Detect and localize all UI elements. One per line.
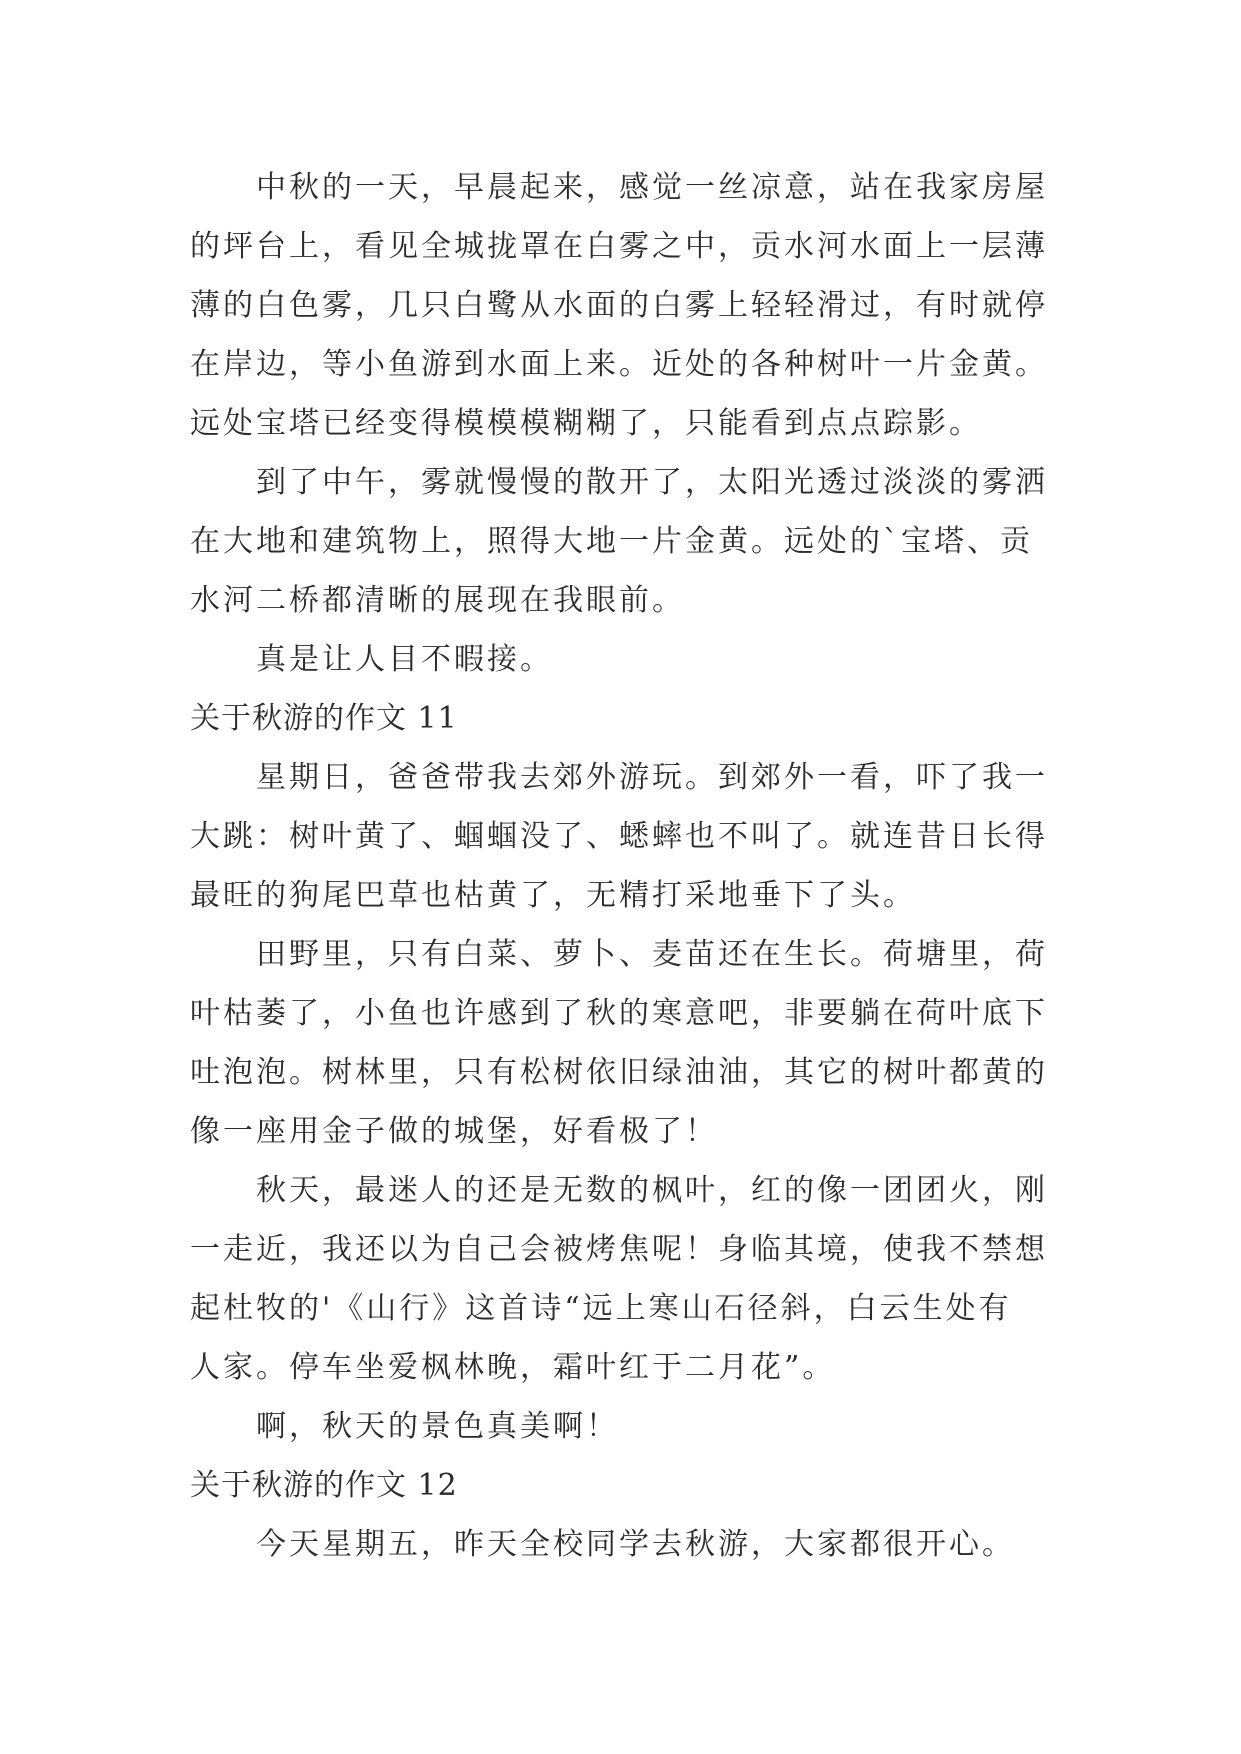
paragraph-line: 人家。停车坐爱枫林晚，霜叶红于二月花”。 (190, 1350, 836, 1385)
paragraph-line: 的坪台上，看见全城拢罩在白雾之中，贡水河水面上一层薄 (190, 229, 1048, 264)
paragraph-line: 薄的白色雾，几只白鹭从水面的白雾上轻轻滑过，有时就停 (190, 288, 1048, 323)
paragraph-line: 最旺的狗尾巴草也枯黄了，无精打采地垂下了头。 (190, 878, 916, 913)
section-heading: 关于秋游的作文 11 (190, 701, 458, 736)
document-body (190, 158, 1070, 1574)
paragraph-line: 吐泡泡。树林里，只有松树依旧绿油油，其它的树叶都黄的 (190, 1055, 1048, 1090)
paragraph-line: 啊，秋天的景色真美啊！ (256, 1409, 619, 1444)
paragraph-line: 像一座用金子做的城堡，好看极了！ (190, 1114, 718, 1149)
paragraph-line: 远处宝塔已经变得模模模糊糊了，只能看到点点踪影。 (190, 406, 982, 441)
paragraph-line: 中秋的一天，早晨起来，感觉一丝凉意，站在我家房屋 (256, 170, 1048, 205)
section-heading: 关于秋游的作文 12 (190, 1468, 458, 1503)
paragraph-line: 真是让人目不暇接。 (256, 642, 553, 677)
paragraph-line: 在岸边，等小鱼游到水面上来。近处的各种树叶一片金黄。 (190, 347, 1048, 382)
paragraph-line: 今天星期五，昨天全校同学去秋游，大家都很开心。 (256, 1527, 1015, 1562)
paragraph-line: 到了中午，雾就慢慢的散开了，太阳光透过淡淡的雾洒 (256, 465, 1048, 500)
paragraph-line: 水河二桥都清晰的展现在我眼前。 (190, 583, 685, 618)
paragraph-line: 大跳：树叶黄了、蝈蝈没了、蟋蟀也不叫了。就连昔日长得 (190, 819, 1048, 854)
paragraph-line: 秋天，最迷人的还是无数的枫叶，红的像一团团火，刚 (256, 1173, 1048, 1208)
paragraph-line: 在大地和建筑物上，照得大地一片金黄。远处的`宝塔、贡 (190, 524, 1033, 559)
paragraph-line: 一走近，我还以为自己会被烤焦呢！身临其境，使我不禁想 (190, 1232, 1048, 1267)
paragraph-line: 田野里，只有白菜、萝卜、麦苗还在生长。荷塘里，荷 (256, 937, 1048, 972)
paragraph-line: 星期日，爸爸带我去郊外游玩。到郊外一看，吓了我一 (256, 760, 1048, 795)
paragraph-line: 叶枯萎了，小鱼也许感到了秋的寒意吧，非要躺在荷叶底下 (190, 996, 1048, 1031)
paragraph-line: 起杜牧的'《山行》这首诗“远上寒山石径斜，白云生处有 (190, 1291, 1012, 1326)
